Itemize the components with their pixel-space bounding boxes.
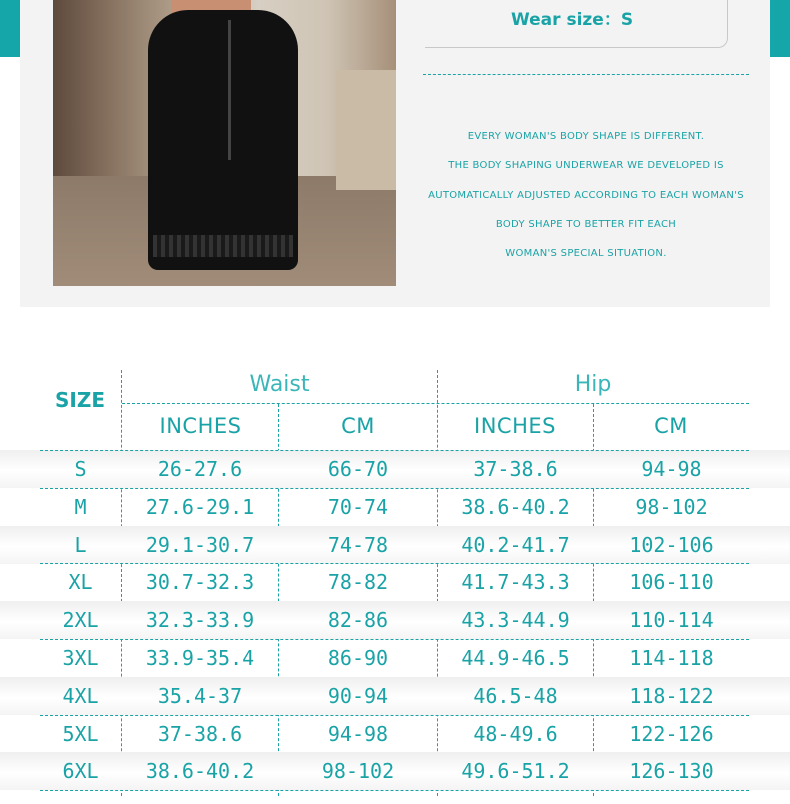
measurement-cell: 98-102	[321, 759, 395, 784]
measurement-cell: 114-118	[629, 646, 714, 670]
left-teal-strip	[0, 0, 20, 57]
description-line: EVERY WOMAN'S BODY SHAPE IS DIFFERENT.	[467, 131, 705, 142]
measurement-cell: 40.2-41.7	[461, 532, 570, 557]
measurement-cell: 126-130	[629, 759, 714, 784]
hip-cm-header: CM	[654, 414, 688, 438]
table-row	[0, 488, 790, 526]
measurement-cell: 86-90	[327, 646, 389, 670]
measurement-cell: 98-102	[635, 494, 708, 519]
measurement-cell: 118-122	[629, 683, 714, 708]
table-row	[0, 752, 790, 790]
size-cell: 2XL	[62, 608, 99, 633]
measurement-cell: 110-114	[629, 608, 714, 633]
description-line: WOMAN'S SPECIAL SITUATION.	[505, 248, 667, 260]
size-cell: 4XL	[62, 683, 99, 708]
measurement-cell: 106-110	[629, 570, 714, 595]
measurement-cell: 82-86	[327, 608, 389, 633]
size-cell: S	[74, 457, 87, 481]
size-cell: M	[74, 494, 87, 519]
measurement-cell: 43.3-44.9	[461, 608, 570, 633]
table-row	[0, 715, 790, 753]
size-cell: 6XL	[62, 759, 99, 784]
product-photo	[53, 0, 396, 286]
measurement-cell: 102-106	[629, 532, 714, 557]
measurement-cell: 74-78	[327, 532, 389, 557]
waist-cm-header: CM	[341, 414, 375, 438]
measurement-cell: 78-82	[327, 570, 389, 595]
measurement-cell: 48-49.6	[473, 721, 558, 746]
measurement-cell: 32.3-33.9	[145, 608, 255, 633]
measurement-cell: 94-98	[327, 721, 389, 746]
measurement-cell: 44.9-46.5	[461, 646, 570, 670]
size-cell: 3XL	[62, 646, 99, 670]
description-line: BODY SHAPE TO BETTER FIT EACH	[495, 218, 677, 230]
size-cell: L	[74, 532, 87, 557]
table-row	[0, 639, 790, 677]
measurement-cell: 37-38.6	[157, 721, 243, 746]
measurement-cell: 38.6-40.2	[145, 759, 255, 784]
measurement-cell: 26-27.6	[157, 457, 243, 481]
description-line: THE BODY SHAPING UNDERWEAR WE DEVELOPED IS	[448, 160, 724, 172]
measurement-cell: 46.5-48	[473, 683, 558, 708]
table-row	[0, 601, 790, 639]
wear-size-label: Wear size：S	[511, 10, 634, 30]
row-rule	[40, 450, 749, 451]
hip-inches-header: INCHES	[474, 414, 556, 438]
measurement-cell: 37-38.6	[473, 457, 558, 481]
hip-header: Hip	[574, 372, 612, 397]
measurement-cell: 49.6-51.2	[461, 759, 570, 784]
size-header: SIZE	[54, 388, 105, 412]
measurement-cell: 66-70	[327, 457, 389, 481]
description-text	[423, 122, 749, 268]
measurement-cell: 94-98	[641, 457, 702, 481]
size-cell: 5XL	[62, 721, 99, 746]
description-line: AUTOMATICALLY ADJUSTED ACCORDING TO EACH WOMAN'S	[428, 189, 744, 201]
table-row	[0, 563, 790, 601]
right-teal-strip	[770, 0, 790, 57]
measurement-cell: 38.6-40.2	[461, 494, 570, 519]
measurement-cell: 35.4-37	[157, 683, 243, 708]
divider	[423, 74, 749, 75]
measurement-cell: 30.7-32.3	[145, 570, 255, 595]
measurement-cell: 70-74	[327, 494, 389, 519]
header-rule	[122, 403, 749, 404]
measurement-cell: 41.7-43.3	[461, 570, 570, 595]
size-cell: XL	[68, 570, 93, 595]
table-row	[0, 677, 790, 715]
waist-header: Waist	[249, 372, 310, 397]
measurement-cell: 27.6-29.1	[145, 494, 255, 519]
row-rule	[40, 790, 749, 791]
measurement-cell: 122-126	[629, 721, 714, 746]
waist-inches-header: INCHES	[159, 414, 242, 438]
measurement-cell: 90-94	[327, 683, 389, 708]
table-row	[0, 526, 790, 564]
measurement-cell: 33.9-35.4	[145, 646, 255, 670]
table-row	[0, 450, 790, 488]
measurement-cell: 29.1-30.7	[145, 532, 255, 557]
